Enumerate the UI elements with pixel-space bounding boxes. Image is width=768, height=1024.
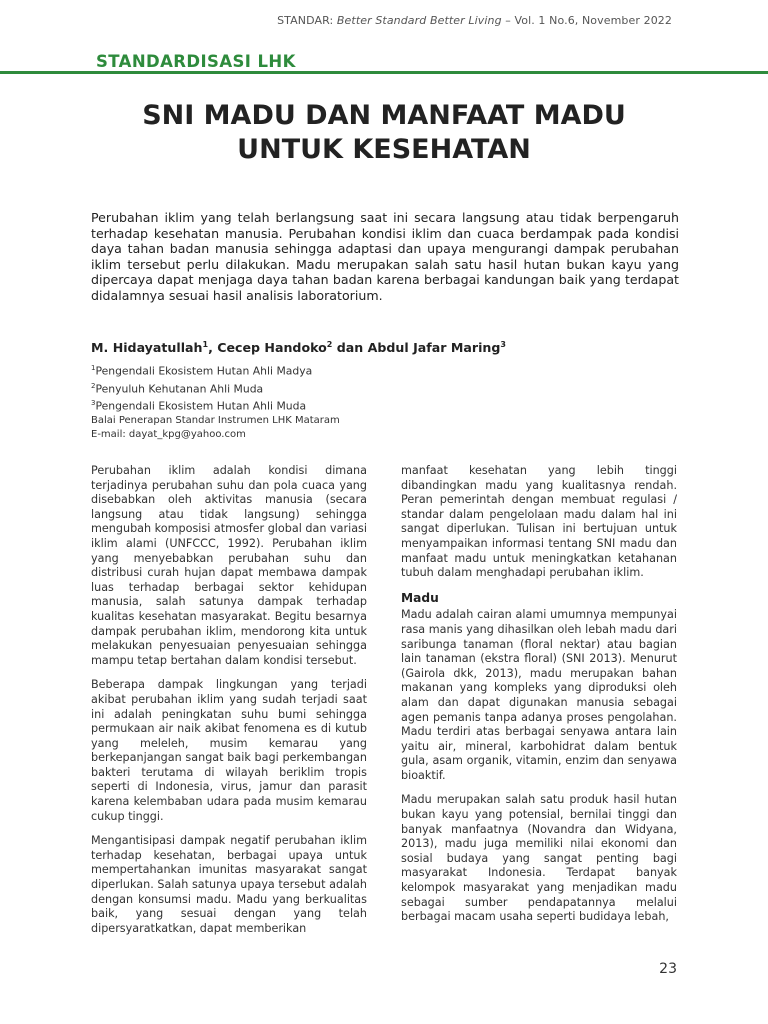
author-separator: dan — [332, 340, 368, 356]
journal-prefix: STANDAR: — [277, 14, 337, 27]
article-title-line-1: SNI MADU DAN MANFAAT MADU — [142, 100, 626, 131]
page-number: 23 — [659, 961, 677, 977]
author-1: M. Hidayatullah — [91, 340, 203, 356]
body-paragraph: Mengantisipasi dampak negatif perubahan iklim terhadap kesehatan, berbagai upaya untuk mempertahankan imunitas masyarakat sangat diperlukan. Salah satunya upaya tersebut adalah dengan konsumsi madu. Madu yang berkualitas baik, yang sesuai dengan yang telah dipersyaratkatkan, dapat memberikan — [91, 834, 367, 935]
affiliation-1-sup: 1 — [91, 364, 96, 372]
affiliation-2-text: Penyuluh Kehutanan Ahli Muda — [95, 382, 264, 396]
author-1-sup: 1 — [202, 340, 209, 349]
affiliations — [91, 361, 340, 442]
body-column-left — [91, 464, 367, 946]
affiliation-2 — [91, 379, 340, 397]
article-title — [80, 99, 688, 167]
institution: Balai Penerapan Standar Instrumen LHK Mataram — [91, 414, 340, 426]
author-separator: , — [208, 340, 218, 356]
body-column-right — [401, 464, 677, 935]
body-paragraph: Perubahan iklim adalah kondisi dimana terjadinya perubahan suhu dan pola cuaca yang disebabkan oleh aktivitas manusia (secara langsung atau tidak langsung) sehingga mengubah komposisi atmosfer global dan variasi iklim alami (UNFCCC, 1992). Perubahan iklim yang menyebabkan perubahan suhu dan distribusi curah hujan dapat membawa dampak luas terhadap berbagai sektor kehidupan manusia, salah satunya dampak terhadap kualitas kesehatan masyarakat. Begitu besarnya dampak perubahan iklim, mendorong kita untuk melakukan penyesuaian penyesuaian sehingga mampu tetap bertahan dalam kondisi tersebut. — [91, 464, 367, 667]
running-header — [277, 14, 672, 27]
author-list — [91, 340, 506, 355]
journal-tagline: Better Standard Better Living — [336, 14, 502, 27]
article-title-line-2: UNTUK KESEHATAN — [237, 134, 531, 165]
section-heading-madu: Madu — [401, 590, 439, 605]
author-email: E-mail: dayat_kpg@yahoo.com — [91, 428, 246, 440]
author-3-sup: 3 — [500, 340, 506, 349]
author-2: Cecep Handoko — [217, 340, 327, 356]
author-2-sup: 2 — [326, 340, 333, 349]
journal-issue: – Vol. 1 No.6, November 2022 — [501, 14, 672, 27]
body-paragraph: Beberapa dampak lingkungan yang terjadi akibat perubahan iklim yang sudah terjadi saat ini adalah peningkatan suhu bumi sehingga permukaan air naik akibat fenomena es di kutub yang meleleh, musim kemarau yang berkepanjangan sangat baik bagi perkembangan bakteri terutama di wilayah beriklim tropis seperti di Indonesia, virus, jamur dan parasit karena kelembaban udara pada musim kemarau cukup tinggi. — [91, 678, 367, 823]
affiliation-1-text: Pengendali Ekosistem Hutan Ahli Madya — [95, 364, 313, 378]
author-3: Abdul Jafar Maring — [367, 340, 501, 356]
abstract: Perubahan iklim yang telah berlangsung saat ini secara langsung atau tidak berpengaruh terhadap kesehatan manusia. Perubahan kondisi iklim dan cuaca berdampak pada kondisi daya tahan badan manusia sehingga adaptasi dan upaya mengurangi dampak perubahan iklim tersebut perlu dilakukan. Madu merupakan salah satu hasil hutan bukan kayu yang dipercaya dapat menjaga daya tahan badan karena berbagai kandungan baik yang terdapat didalamnya sesuai hasil analisis laboratorium. — [91, 210, 679, 303]
affiliation-1 — [91, 361, 340, 379]
affiliation-3 — [91, 396, 340, 414]
section-label: STANDARDISASI LHK — [96, 52, 296, 71]
body-paragraph: Madu adalah cairan alami umumnya mempunyai rasa manis yang dihasilkan oleh lebah madu dari saribunga tanaman (floral nektar) atau bagian lain tanaman (ekstra floral) (SNI 2013). Menurut (Gairola dkk, 2013), madu merupakan bahan makanan yang kompleks yang diproduksi oleh alam dan dapat digunakan manusia sebagai agen pemanis tanpa adanya proses pengolahan. Madu terdiri atas berbagai senyawa antara lain yaitu air, mineral, karbohidrat dalam bentuk gula, asam organik, vitamin, enzim dan senyawa bioaktif. — [401, 608, 677, 782]
body-paragraph: manfaat kesehatan yang lebih tinggi dibandingkan madu yang kualitasnya rendah. Peran pemerintah dengan membuat regulasi / standar dalam pengelolaan madu dalam hal ini sangat diperlukan. Tulisan ini bertujuan untuk menyampaikan informasi tentang SNI madu dan manfaat madu untuk meningkatkan ketahanan tubuh dalam menghadapi perubahan iklim. — [401, 464, 677, 580]
body-paragraph: Madu merupakan salah satu produk hasil hutan bukan kayu yang potensial, bernilai tinggi dan banyak manfaatnya (Novandra dan Widyana, 2013), madu juga memiliki nilai ekonomi dan sosial budaya yang sangat penting bagi masyarakat Indonesia. Terdapat banyak kelompok masyarakat yang menjadikan madu sebagai sumber pendapatannya melalui berbagai macam usaha seperti budidaya lebah, — [401, 793, 677, 924]
affiliation-2-sup: 2 — [91, 381, 96, 390]
affiliation-3-sup: 3 — [91, 399, 96, 408]
section-divider — [0, 71, 768, 74]
affiliation-3-text: Pengendali Ekosistem Hutan Ahli Muda — [95, 399, 307, 413]
